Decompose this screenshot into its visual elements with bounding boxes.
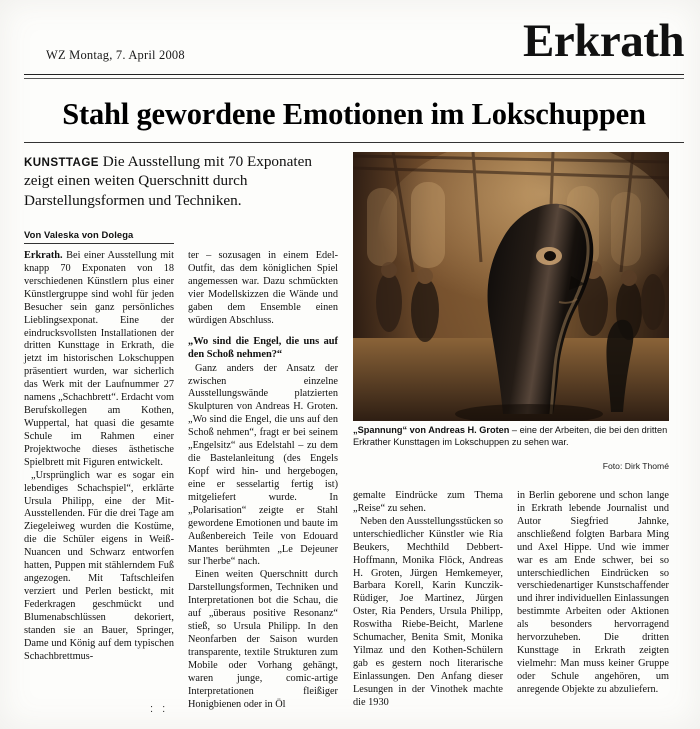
masthead-date	[46, 48, 185, 63]
body-paragraph: ter – sozusagen in einem Edel-Outfit, das dem königlichen Spiel angemessen war. Dazu schmückten vier Modellskizzen die Wände und gaben dem Ensemble einen würdigen Abschluss.	[188, 250, 338, 326]
body-subhead: „Wo sind die Engel, die uns auf den Schoß nehmen?“	[188, 335, 338, 360]
masthead-rule	[24, 74, 684, 75]
body-paragraph: Neben den Ausstellungsstücken so unterschiedlicher Künstler wie Ria Beukers, Mechthild Debbert-Hoffmann, Monika Flöck, Andreas H. Groten, Jürgen Hemkemeyer, Barbara Korell, Karin Kunczik-Rüdiger, Joe Martinez, Jürgen Oster, Ria Penders, Ursula Philipp, Roswitha Riebe-Beicht, Marlene Schumacher, Benita Smit, Monika Yilmaz und den Kothen-Schülern gab es gestern noch literarische Einlassungen. Den Anfang dieser Lesungen in der Vinothek machte die 1930	[353, 515, 503, 708]
byline-rule	[24, 243, 174, 244]
photo-artwork	[353, 152, 669, 421]
body-column-4	[517, 490, 669, 697]
photo-credit: Foto: Dirk Thomé	[602, 461, 669, 471]
body-column-1	[24, 250, 174, 664]
article-kicker: KUNSTTAGE	[24, 156, 99, 169]
body-column-3	[353, 490, 503, 710]
deck-text: Die Ausstellung mit 70 Exponaten zeigt einen weiten Querschnitt durch Darstellungsformen und Techniken.	[24, 153, 312, 209]
body-paragraph: „Ursprünglich war es sogar ein lebendiges Schachspiel“, erklärte Ursula Philipp, eine der Mit-Ausstellenden. Für die drei Tage am Ziegeleiweg wurden die Kostüme, die die Schüler eigens in Weiß-Nuancen und Schwarz entworfen hatten, Puppen mit stählerndem Fuß angezogen. Mit Taftschleifen verziert und Perlen bestickt, mit Federkragen geschmückt und Blumenabschlüssen dekoriert, standen sie an Bauer, Springer, Dame und König auf dem typischen Schachbrettmus-	[24, 469, 174, 662]
caption-rest: – eine der Arbeiten, die bei den dritten Erkrather Kunsttagen im Lokschuppen zu sehen war.	[353, 425, 668, 448]
headline-block	[24, 98, 684, 143]
body-paragraph: Ganz anders der Ansatz der zwischen einzelne Ausstellungswände platzierten Skulpturen von Andreas H. Groten. „Wo sind die Engel, die uns auf den Schoß nehmen“, fragt er bei seinem „Engelsitz“ aus Edelstahl – zu dem die Bastelanleitung (des Engels Kopf wird hin- und hergebogen, eine er sesselartig fertig ist) mitgeliefert wurde. In „Polarisation“ zeigte er Stahl gewordene Emotionen und baute im Außenbereich Teile von Edouard Mantes berühmten „Le Dejeuner sur l'herbe“ nach.	[188, 362, 338, 568]
masthead-rule-thin	[24, 78, 684, 79]
issue-date: Montag, 7. April 2008	[69, 48, 185, 62]
body-paragraph: gemalte Eindrücke zum Thema „Reise“ zu sehen.	[353, 490, 503, 514]
body-column-2	[188, 250, 338, 712]
footer-marks: : :	[150, 703, 169, 715]
photo-caption	[353, 424, 669, 448]
article-deck	[24, 152, 338, 210]
sculpture-photo	[353, 152, 669, 421]
caption-lead: „Spannung“ von Andreas H. Groten	[353, 425, 510, 435]
article-byline: Von Valeska von Dolega	[24, 229, 134, 240]
article-headline: Stahl gewordene Emotionen im Lokschuppen	[62, 97, 646, 131]
headline-rule	[24, 142, 684, 143]
body-paragraph: Einen weiten Querschnitt durch Darstellungsformen, Techniken und Interpretationen bot die Schau, die auf „überaus positive Resonanz“ stieß, so Ursula Philipp. In den Neonfarben der Saison wurden transparente, textile Strukturen zum Mobile oder Vorhang gehängt, waren junge, comic-artige Interpretationen fleißiger Honigbienen oder in Öl	[188, 569, 338, 710]
section-title: Erkrath	[523, 15, 684, 67]
body-paragraph: Erkrath. Bei einer Ausstellung mit knapp 70 Exponaten von 18 verschiedenen Künstlern plus einer Künstlergruppe sind wohl für jeden Besucher sein ganz persönliches Lieblingsexponat. Eine der eindrucksvollsten Installationen der dritten Kunsttage in Erkrath, die jetzt im historischen Lokschuppen präsentiert wurden, war sicherlich das Werk mit der Laufnummer 27 namens „Schachbrett“. Erdacht vom Berufskollegen am Kothen, Wuppertal, hat quasi die gesamte Schule im Rahmen einer Projektwoche dieses ästhetische Spielbrett mit Figuren entwickelt.	[24, 250, 174, 468]
paper-abbrev: WZ	[46, 48, 66, 62]
masthead	[0, 0, 700, 78]
dateline: Erkrath.	[24, 250, 63, 261]
body-paragraph: in Berlin geborene und schon lange in Erkrath lebende Journalist und Autor Siegfried Jahnke, anschließend folgten Barbara Ming und Axel Hippe. Und wie immer war es am Ende schwer, bei so unterschiedlichen Eindrücken so verschiedenartiger Kunstschaffender und ihrer individuellen Einlassungen bestimmte Arbeiten oder Aktionen als besonders hervorragend hervorzuheben. Die dritten Kunsttage in Erkrath zeigten vielmehr: Man muss keiner Gruppe oder Schule angehören, um anregende Objekte zu abzuliefern.	[517, 490, 669, 695]
